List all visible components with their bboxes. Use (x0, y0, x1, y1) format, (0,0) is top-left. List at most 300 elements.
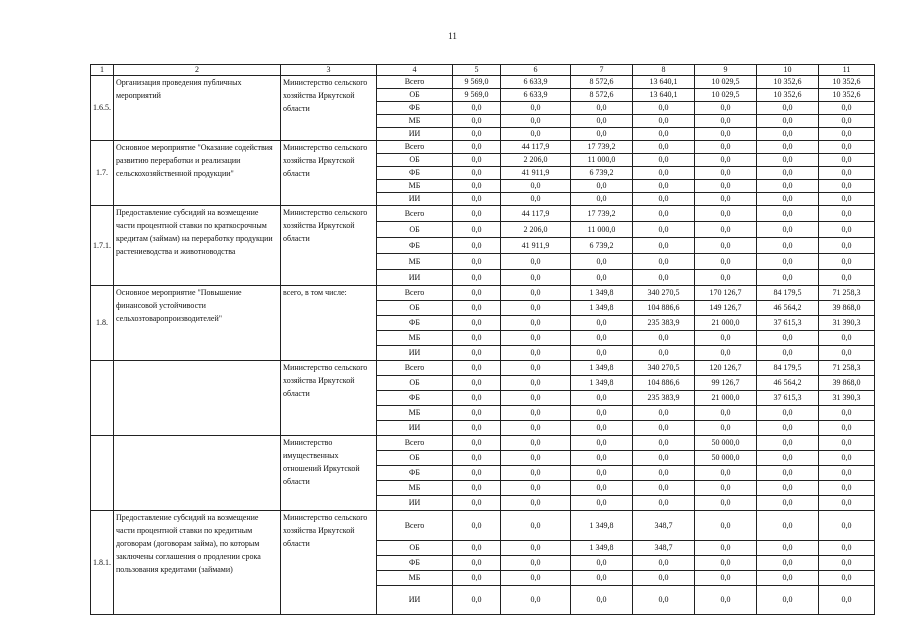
amount-cell: 0,0 (757, 102, 819, 115)
amount-cell: 0,0 (453, 421, 501, 436)
amount-cell: 0,0 (571, 451, 633, 466)
table-row (91, 436, 875, 451)
amount-cell: 6 739,2 (571, 238, 633, 254)
amount-cell: 0,0 (695, 222, 757, 238)
amount-cell: 0,0 (757, 586, 819, 615)
amount-cell: 0,0 (819, 254, 875, 270)
amount-cell: 10 352,6 (757, 89, 819, 102)
amount-cell: 0,0 (633, 586, 695, 615)
amount-cell: 17 739,2 (571, 206, 633, 222)
amount-cell: 0,0 (695, 556, 757, 571)
budget-table (90, 64, 875, 615)
responsible-executor: Министерство имущественных отношений Иркутской области (281, 436, 377, 511)
amount-cell: 6 633,9 (501, 76, 571, 89)
amount-cell: 0,0 (819, 571, 875, 586)
funding-source: Всего (377, 361, 453, 376)
amount-cell: 0,0 (571, 391, 633, 406)
amount-cell: 0,0 (633, 238, 695, 254)
funding-source: ИИ (377, 270, 453, 286)
amount-cell: 21 000,0 (695, 316, 757, 331)
amount-cell: 84 179,5 (757, 286, 819, 301)
amount-cell: 0,0 (453, 254, 501, 270)
amount-cell: 0,0 (571, 180, 633, 193)
amount-cell: 0,0 (571, 115, 633, 128)
funding-source: ОБ (377, 451, 453, 466)
amount-cell: 99 126,7 (695, 376, 757, 391)
funding-source: ИИ (377, 346, 453, 361)
amount-cell: 0,0 (819, 451, 875, 466)
amount-cell: 0,0 (633, 206, 695, 222)
amount-cell: 0,0 (819, 586, 875, 615)
amount-cell: 6 739,2 (571, 167, 633, 180)
amount-cell: 104 886,6 (633, 376, 695, 391)
amount-cell: 2 206,0 (501, 154, 571, 167)
amount-cell: 0,0 (757, 481, 819, 496)
amount-cell: 46 564,2 (757, 376, 819, 391)
amount-cell: 0,0 (819, 180, 875, 193)
amount-cell: 0,0 (757, 331, 819, 346)
item-description: Предоставление субсидий на возмещение части процентной ставки по кредитным договорам (договорам займа), по которым заключены соглашения о продлении срока пользования кредитами (займами) (114, 511, 281, 615)
amount-cell: 0,0 (571, 331, 633, 346)
amount-cell: 0,0 (571, 128, 633, 141)
amount-cell: 41 911,9 (501, 238, 571, 254)
amount-cell: 10 352,6 (757, 76, 819, 89)
amount-cell: 0,0 (633, 346, 695, 361)
amount-cell: 39 868,0 (819, 301, 875, 316)
amount-cell: 0,0 (571, 254, 633, 270)
amount-cell: 104 886,6 (633, 301, 695, 316)
amount-cell: 0,0 (571, 270, 633, 286)
amount-cell: 0,0 (757, 511, 819, 541)
amount-cell: 0,0 (501, 466, 571, 481)
column-header: 5 (453, 65, 501, 76)
amount-cell: 0,0 (453, 193, 501, 206)
amount-cell: 0,0 (819, 206, 875, 222)
amount-cell: 0,0 (453, 167, 501, 180)
amount-cell: 0,0 (695, 541, 757, 556)
amount-cell: 0,0 (501, 511, 571, 541)
funding-source: Всего (377, 436, 453, 451)
amount-cell: 0,0 (633, 421, 695, 436)
amount-cell: 0,0 (501, 301, 571, 316)
amount-cell: 170 126,7 (695, 286, 757, 301)
item-number: 1.8.1. (91, 511, 114, 615)
funding-source: ИИ (377, 128, 453, 141)
responsible-executor: Министерство сельского хозяйства Иркутской области (281, 141, 377, 206)
table-row (91, 286, 875, 301)
funding-source: МБ (377, 481, 453, 496)
amount-cell: 340 270,5 (633, 286, 695, 301)
amount-cell: 0,0 (501, 406, 571, 421)
amount-cell: 0,0 (819, 481, 875, 496)
funding-source: ОБ (377, 301, 453, 316)
funding-source: МБ (377, 406, 453, 421)
amount-cell: 0,0 (695, 346, 757, 361)
amount-cell: 0,0 (757, 346, 819, 361)
amount-cell: 0,0 (695, 238, 757, 254)
amount-cell: 0,0 (453, 406, 501, 421)
amount-cell: 0,0 (633, 481, 695, 496)
funding-source: ИИ (377, 496, 453, 511)
amount-cell: 0,0 (501, 541, 571, 556)
funding-source: ИИ (377, 421, 453, 436)
table-row (91, 76, 875, 89)
amount-cell: 0,0 (757, 556, 819, 571)
amount-cell: 9 569,0 (453, 89, 501, 102)
amount-cell: 0,0 (453, 451, 501, 466)
amount-cell: 0,0 (501, 286, 571, 301)
amount-cell: 0,0 (757, 193, 819, 206)
column-header: 2 (114, 65, 281, 76)
amount-cell: 0,0 (501, 436, 571, 451)
amount-cell: 37 615,3 (757, 391, 819, 406)
amount-cell: 0,0 (695, 496, 757, 511)
amount-cell: 0,0 (819, 541, 875, 556)
column-header: 6 (501, 65, 571, 76)
amount-cell: 0,0 (501, 102, 571, 115)
amount-cell: 0,0 (819, 167, 875, 180)
amount-cell: 0,0 (633, 270, 695, 286)
item-number: 1.7.1. (91, 206, 114, 286)
amount-cell: 0,0 (819, 270, 875, 286)
funding-source: ФБ (377, 466, 453, 481)
amount-cell: 0,0 (501, 346, 571, 361)
responsible-executor: Министерство сельского хозяйства Иркутской области (281, 206, 377, 286)
funding-source: Всего (377, 141, 453, 154)
amount-cell: 0,0 (501, 451, 571, 466)
amount-cell: 0,0 (819, 511, 875, 541)
amount-cell: 0,0 (571, 421, 633, 436)
amount-cell: 0,0 (453, 180, 501, 193)
amount-cell: 0,0 (633, 180, 695, 193)
amount-cell: 71 258,3 (819, 286, 875, 301)
amount-cell: 0,0 (453, 346, 501, 361)
funding-source: Всего (377, 511, 453, 541)
table-row (91, 206, 875, 222)
funding-source: Всего (377, 206, 453, 222)
amount-cell: 1 349,8 (571, 361, 633, 376)
funding-source: ОБ (377, 89, 453, 102)
amount-cell: 120 126,7 (695, 361, 757, 376)
funding-source: ФБ (377, 238, 453, 254)
funding-source: Всего (377, 286, 453, 301)
table-row (91, 361, 875, 376)
amount-cell: 149 126,7 (695, 301, 757, 316)
amount-cell: 0,0 (819, 346, 875, 361)
amount-cell: 348,7 (633, 511, 695, 541)
amount-cell: 71 258,3 (819, 361, 875, 376)
amount-cell: 0,0 (633, 436, 695, 451)
item-number: 1.6.5. (91, 76, 114, 141)
item-number (91, 361, 114, 436)
amount-cell: 348,7 (633, 541, 695, 556)
amount-cell: 0,0 (757, 466, 819, 481)
amount-cell: 0,0 (757, 180, 819, 193)
amount-cell: 0,0 (453, 222, 501, 238)
column-header: 11 (819, 65, 875, 76)
amount-cell: 0,0 (571, 496, 633, 511)
funding-source: ИИ (377, 586, 453, 615)
column-header: 4 (377, 65, 453, 76)
amount-cell: 0,0 (453, 238, 501, 254)
amount-cell: 0,0 (453, 481, 501, 496)
item-number (91, 436, 114, 511)
amount-cell: 0,0 (501, 115, 571, 128)
amount-cell: 0,0 (633, 331, 695, 346)
amount-cell: 0,0 (501, 586, 571, 615)
amount-cell: 0,0 (695, 586, 757, 615)
amount-cell: 21 000,0 (695, 391, 757, 406)
amount-cell: 11 000,0 (571, 222, 633, 238)
amount-cell: 0,0 (571, 316, 633, 331)
amount-cell: 46 564,2 (757, 301, 819, 316)
amount-cell: 0,0 (453, 316, 501, 331)
amount-cell: 39 868,0 (819, 376, 875, 391)
amount-cell: 0,0 (453, 571, 501, 586)
amount-cell: 0,0 (453, 391, 501, 406)
amount-cell: 0,0 (633, 141, 695, 154)
amount-cell: 0,0 (453, 128, 501, 141)
responsible-executor: Министерство сельского хозяйства Иркутской области (281, 511, 377, 615)
amount-cell: 0,0 (501, 331, 571, 346)
amount-cell: 10 029,5 (695, 76, 757, 89)
amount-cell: 0,0 (633, 222, 695, 238)
amount-cell: 0,0 (757, 496, 819, 511)
funding-source: ФБ (377, 102, 453, 115)
item-description: Основное мероприятие "Оказание содействия развитию переработки и реализации сельскохозяйственной продукции" (114, 141, 281, 206)
amount-cell: 1 349,8 (571, 541, 633, 556)
amount-cell: 0,0 (695, 254, 757, 270)
amount-cell: 0,0 (757, 571, 819, 586)
responsible-executor: Министерство сельского хозяйства Иркутской области (281, 361, 377, 436)
funding-source: ИИ (377, 193, 453, 206)
column-header: 7 (571, 65, 633, 76)
amount-cell: 0,0 (695, 406, 757, 421)
amount-cell: 0,0 (501, 270, 571, 286)
amount-cell: 0,0 (757, 421, 819, 436)
funding-source: ОБ (377, 541, 453, 556)
amount-cell: 37 615,3 (757, 316, 819, 331)
header-row (91, 65, 875, 76)
amount-cell: 84 179,5 (757, 361, 819, 376)
amount-cell: 50 000,0 (695, 436, 757, 451)
amount-cell: 50 000,0 (695, 451, 757, 466)
amount-cell: 0,0 (633, 115, 695, 128)
amount-cell: 1 349,8 (571, 376, 633, 391)
amount-cell: 17 739,2 (571, 141, 633, 154)
column-header: 8 (633, 65, 695, 76)
amount-cell: 0,0 (453, 466, 501, 481)
amount-cell: 0,0 (633, 451, 695, 466)
amount-cell: 0,0 (819, 115, 875, 128)
amount-cell: 0,0 (571, 586, 633, 615)
funding-source: МБ (377, 254, 453, 270)
amount-cell: 0,0 (633, 128, 695, 141)
funding-source: МБ (377, 115, 453, 128)
amount-cell: 0,0 (757, 206, 819, 222)
table-row (91, 511, 875, 541)
amount-cell: 0,0 (819, 556, 875, 571)
amount-cell: 0,0 (633, 571, 695, 586)
amount-cell: 31 390,3 (819, 391, 875, 406)
amount-cell: 0,0 (501, 254, 571, 270)
column-header: 10 (757, 65, 819, 76)
amount-cell: 0,0 (819, 238, 875, 254)
amount-cell: 0,0 (571, 406, 633, 421)
amount-cell: 340 270,5 (633, 361, 695, 376)
amount-cell: 0,0 (819, 193, 875, 206)
column-header: 3 (281, 65, 377, 76)
funding-source: МБ (377, 180, 453, 193)
amount-cell: 0,0 (501, 481, 571, 496)
amount-cell: 0,0 (819, 128, 875, 141)
amount-cell: 9 569,0 (453, 76, 501, 89)
amount-cell: 0,0 (695, 421, 757, 436)
item-description: Основное мероприятие "Повышение финансовой устойчивости сельхозтоваропроизводителей" (114, 286, 281, 361)
amount-cell: 0,0 (453, 376, 501, 391)
funding-source: ОБ (377, 222, 453, 238)
amount-cell: 41 911,9 (501, 167, 571, 180)
amount-cell: 0,0 (819, 154, 875, 167)
amount-cell: 0,0 (819, 141, 875, 154)
amount-cell: 0,0 (819, 421, 875, 436)
amount-cell: 10 029,5 (695, 89, 757, 102)
amount-cell: 0,0 (453, 586, 501, 615)
amount-cell: 0,0 (501, 391, 571, 406)
amount-cell: 0,0 (819, 331, 875, 346)
amount-cell: 0,0 (633, 254, 695, 270)
amount-cell: 0,0 (695, 115, 757, 128)
funding-source: МБ (377, 331, 453, 346)
funding-source: ФБ (377, 556, 453, 571)
amount-cell: 0,0 (819, 466, 875, 481)
amount-cell: 0,0 (695, 331, 757, 346)
amount-cell: 0,0 (695, 193, 757, 206)
amount-cell: 0,0 (453, 511, 501, 541)
amount-cell: 0,0 (695, 180, 757, 193)
amount-cell: 0,0 (453, 496, 501, 511)
amount-cell: 0,0 (633, 102, 695, 115)
amount-cell: 0,0 (695, 466, 757, 481)
amount-cell: 0,0 (453, 286, 501, 301)
amount-cell: 0,0 (501, 376, 571, 391)
item-description (114, 361, 281, 436)
amount-cell: 0,0 (695, 481, 757, 496)
amount-cell: 0,0 (757, 270, 819, 286)
amount-cell: 0,0 (453, 102, 501, 115)
amount-cell: 0,0 (757, 128, 819, 141)
amount-cell: 0,0 (453, 206, 501, 222)
item-number: 1.8. (91, 286, 114, 361)
amount-cell: 8 572,6 (571, 76, 633, 89)
responsible-executor: Министерство сельского хозяйства Иркутской области (281, 76, 377, 141)
amount-cell: 0,0 (757, 167, 819, 180)
amount-cell: 44 117,9 (501, 206, 571, 222)
funding-source: ФБ (377, 316, 453, 331)
amount-cell: 2 206,0 (501, 222, 571, 238)
amount-cell: 0,0 (633, 406, 695, 421)
amount-cell: 0,0 (695, 141, 757, 154)
amount-cell: 0,0 (633, 193, 695, 206)
amount-cell: 0,0 (501, 193, 571, 206)
amount-cell: 0,0 (819, 102, 875, 115)
item-description (114, 436, 281, 511)
amount-cell: 0,0 (571, 556, 633, 571)
amount-cell: 0,0 (501, 361, 571, 376)
amount-cell: 235 383,9 (633, 391, 695, 406)
funding-source: Всего (377, 76, 453, 89)
amount-cell: 0,0 (695, 571, 757, 586)
amount-cell: 0,0 (633, 496, 695, 511)
amount-cell: 0,0 (571, 436, 633, 451)
amount-cell: 0,0 (571, 571, 633, 586)
amount-cell: 0,0 (453, 141, 501, 154)
amount-cell: 0,0 (819, 436, 875, 451)
amount-cell: 0,0 (633, 167, 695, 180)
amount-cell: 8 572,6 (571, 89, 633, 102)
amount-cell: 0,0 (571, 481, 633, 496)
amount-cell: 0,0 (757, 141, 819, 154)
amount-cell: 0,0 (757, 451, 819, 466)
amount-cell: 0,0 (695, 128, 757, 141)
amount-cell: 0,0 (757, 254, 819, 270)
amount-cell: 0,0 (819, 496, 875, 511)
amount-cell: 0,0 (757, 436, 819, 451)
amount-cell: 0,0 (501, 571, 571, 586)
column-header: 1 (91, 65, 114, 76)
amount-cell: 0,0 (501, 180, 571, 193)
amount-cell: 0,0 (757, 541, 819, 556)
amount-cell: 0,0 (695, 270, 757, 286)
amount-cell: 44 117,9 (501, 141, 571, 154)
amount-cell: 0,0 (453, 115, 501, 128)
amount-cell: 0,0 (453, 331, 501, 346)
amount-cell: 13 640,1 (633, 76, 695, 89)
amount-cell: 0,0 (757, 154, 819, 167)
amount-cell: 0,0 (633, 466, 695, 481)
amount-cell: 0,0 (695, 102, 757, 115)
amount-cell: 0,0 (633, 556, 695, 571)
amount-cell: 0,0 (695, 511, 757, 541)
amount-cell: 6 633,9 (501, 89, 571, 102)
amount-cell: 0,0 (453, 361, 501, 376)
amount-cell: 10 352,6 (819, 76, 875, 89)
amount-cell: 0,0 (501, 128, 571, 141)
amount-cell: 0,0 (695, 154, 757, 167)
amount-cell: 0,0 (501, 496, 571, 511)
amount-cell: 0,0 (501, 421, 571, 436)
amount-cell: 0,0 (501, 556, 571, 571)
amount-cell: 0,0 (453, 556, 501, 571)
amount-cell: 0,0 (819, 222, 875, 238)
amount-cell: 0,0 (453, 541, 501, 556)
table-row (91, 141, 875, 154)
item-description: Предоставление субсидий на возмещение части процентной ставки по краткосрочным кредитам (займам) на переработку продукции растениеводства и животноводства (114, 206, 281, 286)
amount-cell: 31 390,3 (819, 316, 875, 331)
amount-cell: 0,0 (571, 466, 633, 481)
amount-cell: 0,0 (453, 436, 501, 451)
item-number: 1.7. (91, 141, 114, 206)
amount-cell: 0,0 (695, 206, 757, 222)
item-description: Организация проведения публичных мероприятий (114, 76, 281, 141)
funding-source: МБ (377, 571, 453, 586)
amount-cell: 0,0 (501, 316, 571, 331)
amount-cell: 0,0 (757, 222, 819, 238)
amount-cell: 1 349,8 (571, 511, 633, 541)
amount-cell: 0,0 (695, 167, 757, 180)
amount-cell: 13 640,1 (633, 89, 695, 102)
amount-cell: 1 349,8 (571, 286, 633, 301)
